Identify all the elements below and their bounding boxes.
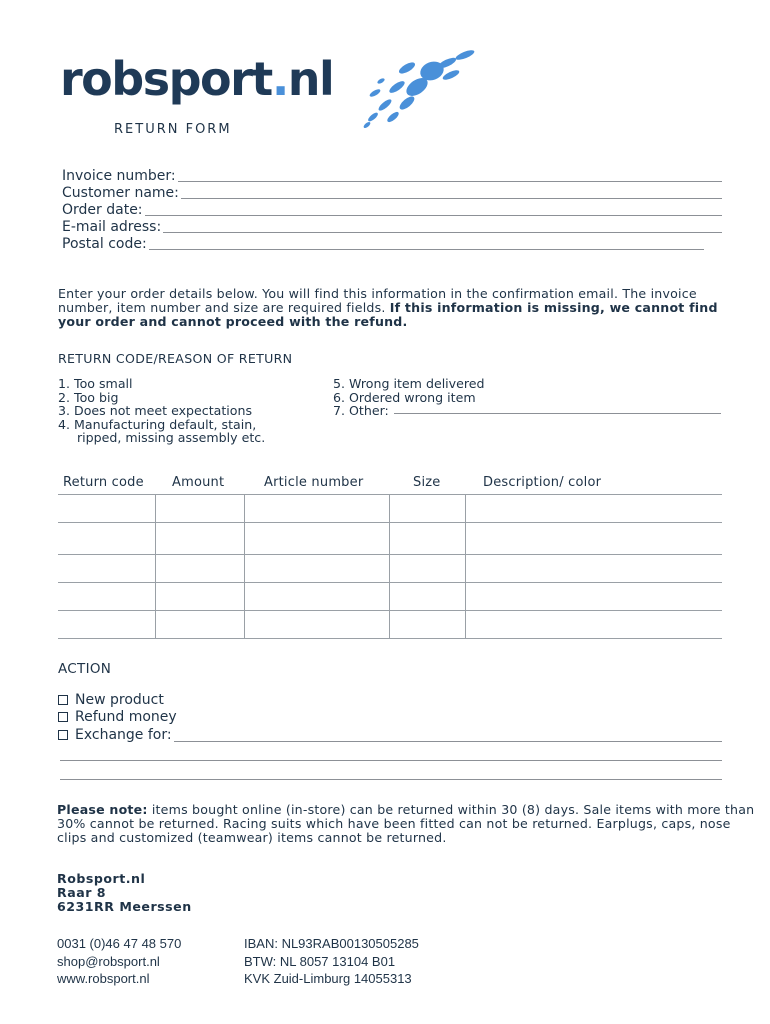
field-label: Postal code: — [62, 236, 147, 252]
table-cell[interactable] — [244, 495, 389, 523]
field-label: Invoice number: — [62, 168, 176, 184]
brand-tld: nl — [287, 52, 334, 106]
table-cell[interactable] — [389, 523, 465, 555]
website-link[interactable]: www.robsport.nl — [57, 971, 150, 986]
table-row — [58, 555, 722, 583]
intro-paragraph — [58, 287, 748, 329]
return-codes-heading: RETURN CODE/REASON OF RETURN — [58, 351, 293, 366]
address-line: Raar 8 — [57, 885, 107, 900]
table-cell[interactable] — [244, 611, 389, 639]
action-heading: ACTION — [58, 661, 112, 677]
exchange-for-option[interactable] — [58, 727, 722, 743]
option-label: Refund money — [75, 709, 177, 725]
other-reason-field[interactable] — [394, 413, 721, 414]
vat-number: BTW: NL 8057 13104 B01 — [244, 953, 396, 969]
contact-details — [57, 935, 181, 988]
field-line — [181, 198, 722, 199]
return-code-item: 3. Does not meet expectations — [58, 403, 253, 418]
field-label: Order date: — [62, 202, 143, 218]
return-code-item: 7. Other: — [333, 403, 389, 418]
table-row — [58, 611, 722, 639]
table-cell[interactable] — [155, 611, 244, 639]
postal-code-field[interactable] — [62, 235, 704, 252]
brand-name: robsport — [60, 52, 272, 106]
refund-money-option[interactable] — [58, 709, 177, 725]
email-link[interactable]: shop@robsport.nl — [57, 953, 160, 969]
column-header-return-code: Return code — [58, 470, 155, 495]
invoice-number-field[interactable] — [62, 167, 722, 184]
table-cell[interactable] — [389, 611, 465, 639]
table-cell[interactable] — [58, 583, 155, 611]
address-line: Robsport.nl — [57, 871, 146, 886]
exchange-for-checkbox[interactable] — [58, 730, 68, 740]
option-label: Exchange for: — [75, 727, 172, 743]
address-line: 6231RR Meerssen — [57, 899, 192, 914]
customer-name-field[interactable] — [62, 184, 722, 201]
brand-dot: . — [271, 52, 288, 106]
form-title: RETURN FORM — [114, 122, 232, 137]
return-items-table — [58, 470, 722, 639]
company-registration — [244, 935, 419, 988]
exchange-extra-line[interactable] — [60, 779, 722, 780]
phone-number: 0031 (0)46 47 48 570 — [57, 936, 182, 951]
field-line — [149, 249, 704, 250]
exchange-for-line[interactable] — [174, 741, 722, 742]
table-cell[interactable] — [155, 583, 244, 611]
column-header-size: Size — [389, 470, 465, 495]
field-line — [163, 232, 722, 233]
iban: IBAN: NL93RAB00130505285 — [244, 936, 419, 951]
email-field[interactable] — [62, 218, 722, 235]
table-cell[interactable] — [155, 523, 244, 555]
table-cell[interactable] — [58, 555, 155, 583]
table-cell[interactable] — [155, 495, 244, 523]
table-cell[interactable] — [465, 611, 722, 639]
intro-bold-text: If this information is missing, we cannot find your order and cannot proceed with the refund. — [58, 300, 718, 329]
return-codes-right — [333, 377, 485, 418]
field-line — [145, 215, 722, 216]
table-cell[interactable] — [58, 523, 155, 555]
return-code-item: 4. Manufacturing default, stain, — [58, 416, 257, 432]
field-label: E-mail adress: — [62, 219, 162, 235]
return-code-item: 6. Ordered wrong item — [333, 389, 476, 405]
exchange-extra-line[interactable] — [60, 760, 722, 761]
field-label: Customer name: — [62, 185, 179, 201]
table-cell[interactable] — [465, 555, 722, 583]
column-header-amount: Amount — [155, 470, 244, 495]
new-product-option[interactable] — [58, 692, 164, 708]
table-cell[interactable] — [389, 555, 465, 583]
return-code-item: ripped, missing assembly etc. — [77, 430, 266, 445]
table-row — [58, 523, 722, 555]
chamber-of-commerce: KVK Zuid-Limburg 14055313 — [244, 971, 412, 986]
option-label: New product — [75, 692, 164, 708]
order-date-field[interactable] — [62, 201, 722, 218]
return-policy-note — [57, 803, 757, 845]
note-text: items bought online (in-store) can be returned within 30 (8) days. Sale items with more than 30% cannot be returned. Racing suits which have been fitted can not be returned. Earplugs, caps, nose clips and customized (teamwear) items cannot be returned. — [57, 802, 755, 845]
return-code-item: 1. Too small — [58, 376, 133, 391]
table-cell[interactable] — [244, 583, 389, 611]
return-code-item: 5. Wrong item delivered — [333, 376, 485, 391]
note-label: Please note: — [57, 802, 148, 817]
return-codes-left — [58, 377, 265, 445]
swimmer-logo-icon — [355, 45, 480, 135]
table-row — [58, 583, 722, 611]
field-line — [178, 181, 722, 182]
brand-logo — [60, 52, 334, 106]
table-cell[interactable] — [465, 583, 722, 611]
intro-text: Enter your order details below. You will find this information in the confirmation email. The invoice number, item number and size are required fields. — [58, 286, 697, 315]
table-cell[interactable] — [389, 495, 465, 523]
new-product-checkbox[interactable] — [58, 695, 68, 705]
table-row — [58, 495, 722, 523]
table-header-row — [58, 470, 722, 495]
company-address — [57, 872, 192, 914]
table-cell[interactable] — [389, 583, 465, 611]
column-header-article-number: Article number — [244, 470, 389, 495]
table-cell[interactable] — [244, 555, 389, 583]
column-header-description: Description/ color — [465, 470, 722, 495]
table-cell[interactable] — [465, 523, 722, 555]
table-cell[interactable] — [58, 495, 155, 523]
table-cell[interactable] — [244, 523, 389, 555]
table-cell[interactable] — [155, 555, 244, 583]
table-cell[interactable] — [58, 611, 155, 639]
table-cell[interactable] — [465, 495, 722, 523]
refund-money-checkbox[interactable] — [58, 712, 68, 722]
return-code-item: 2. Too big — [58, 389, 119, 405]
